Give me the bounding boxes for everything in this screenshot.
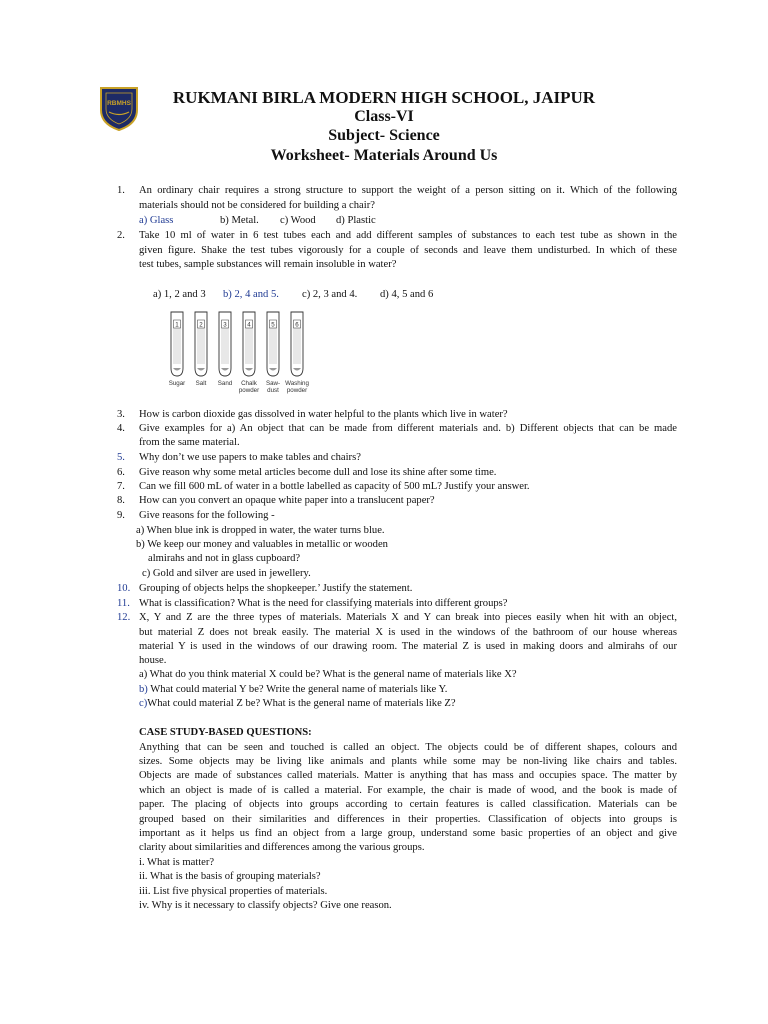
q8-text: How can you convert an opaque white paper into a translucent paper? [139,495,435,506]
q1-text-line2: materials should not be considered for building a chair? [139,200,375,211]
test-tube-2 [195,312,207,387]
q12-part-c-text: What could material Z be? What is the general name of materials like Z? [147,698,456,709]
case-study-para-line8: clarity about similarities and differences among the various groups. [139,842,425,853]
q1-number: 1. [117,185,125,196]
q4-text-line2: from the same material. [139,437,240,448]
case-study-para-line2: sizes. Some objects may be living like animals and plants while some may be non-living like chairs and tables. [139,756,677,767]
tube-number-6: 6 [295,321,299,329]
q2-text-line3: test tubes, sample substances will remain insoluble in water? [139,259,397,270]
q2-text-line1: Take 10 ml of water in 6 test tubes each and add different samples of substances to each test tube as shown in the [139,230,677,241]
q9-part-b-line2: almirahs and not in glass cupboard? [148,553,301,564]
worksheet-title: Worksheet- Materials Around Us [270,147,498,164]
q12-text-line3: material Y is used in the windows of our drawing room. The material Z is used in making doors and almirahs of our [139,641,677,652]
q4-text-line1: Give examples for a) An object that can be made from different materials and. b) Different objects that can be made [139,423,677,434]
case-study-heading: CASE STUDY-BASED QUESTIONS: [139,727,312,738]
q7-text: Can we fill 600 mL of water in a bottle labelled as capacity of 500 mL? Justify your answer. [139,481,530,492]
q12-part-c-prefix: c) [139,698,148,709]
case-study-question-iv: iv. Why is it necessary to classify objects? Give one reason. [139,900,392,911]
test-tube-6 [285,312,309,394]
tube-number-4: 4 [247,321,251,329]
test-tube-1 [169,312,186,387]
q2-option-d: d) 4, 5 and 6 [380,289,434,300]
q2-number: 2. [117,230,125,241]
q12-part-b-prefix: b) [139,684,148,695]
q5-text: Why don’t we use papers to make tables and chairs? [139,452,361,463]
q3-text: How is carbon dioxide gas dissolved in water helpful to the plants which live in water? [139,409,508,420]
q12-part-a: a) What do you think material X could be? What is the general name of materials like X? [139,669,517,680]
tube-number-5: 5 [271,321,275,329]
tube-label-saw-1: Saw- [265,380,281,387]
tube-label-washing-2: powder [286,387,308,394]
q10-number: 10. [117,583,131,594]
test-tube-3 [218,312,233,387]
case-study-para-line1: Anything that can be seen and touched is called an object. The objects could be of different shapes, colours and [139,742,677,753]
q12-text-line2: but material Z does not break easily. The material X is used in the windows of the bathroom of our house whereas [139,627,677,638]
q9-text: Give reasons for the following - [139,510,275,521]
q12-text-line4: house. [139,655,167,666]
case-study-question-iii: iii. List five physical properties of materials. [139,886,328,897]
q2-text-line2: given figure. Shake the test tubes vigorously for a couple of seconds and leave them undisturbed. In which of these [139,245,677,256]
q12-number: 12. [117,612,131,623]
case-study-para-line3: Objects are made of substances called materials. Matter is anything that has mass and occupies space. The matter by [139,770,677,781]
q9-number: 9. [117,510,125,521]
q4-number: 4. [117,423,125,434]
q3-number: 3. [117,409,125,420]
tube-label-sugar: Sugar [168,380,186,387]
case-study-para-line7: important as it helps us find an object from a large group, understand some basic properties of an object and give [139,828,677,839]
tube-label-saw-2: dust [267,387,279,394]
q9-part-c: c) Gold and silver are used in jewellery. [142,568,311,579]
tube-label-chalk-2: powder [238,387,260,394]
tube-label-sand: Sand [217,380,233,387]
q12-part-b [139,683,447,696]
q1-option-c: c) Wood [280,215,316,226]
q8-number: 8. [117,495,125,506]
subject-label: Subject- Science [328,127,440,144]
class-label: Class-VI [354,108,414,125]
q6-text: Give reason why some metal articles become dull and lose its shine after some time. [139,467,497,478]
q1-option-a: a) Glass [139,215,174,226]
q1-option-b: b) Metal. [220,215,259,226]
school-name: RUKMANI BIRLA MODERN HIGH SCHOOL, JAIPUR [172,88,596,107]
q11-number: 11. [117,598,130,609]
q2-option-a: a) 1, 2 and 3 [153,289,206,300]
q9-part-b-line1: b) We keep our money and valuables in metallic or wooden [136,539,388,550]
q7-number: 7. [117,481,125,492]
q11-text: What is classification? What is the need for classifying materials into different groups? [139,598,508,609]
tube-label-washing-1: Washing [285,380,309,387]
test-tube-5 [266,312,280,394]
q12-part-b-text: What could material Y be? Write the general name of materials like Y. [147,684,448,695]
case-study-para-line5: paper. The placing of objects into groups according to certain features is called classification. Materials can be [139,799,677,810]
case-study-question-i: i. What is matter? [139,857,215,868]
case-study-question-ii: ii. What is the basis of grouping materials? [139,871,321,882]
q12-text-line1: X, Y and Z are the three types of materials. Materials X and Y can break into pieces easily when hit with an object, [139,612,677,623]
tube-number-1: 1 [175,321,179,329]
tube-label-salt: Salt [195,380,207,387]
q2-option-b: b) 2, 4 and 5. [223,289,279,300]
q2-option-c: c) 2, 3 and 4. [302,289,358,300]
case-study-para-line6: grouped based on their similarities and differences in their properties. Classification of objects into groups is [139,814,677,825]
q9-part-a: a) When blue ink is dropped in water, the water turns blue. [136,525,385,536]
tube-number-3: 3 [223,321,227,329]
q1-text-line1: An ordinary chair requires a strong structure to support the weight of a person sitting on it. Which of the following [139,185,677,196]
test-tubes-figure [164,310,316,400]
case-study-para-line4: which an object is made of is called a material. For example, the chair is made of wood, and the book is made of [139,785,677,796]
q5-number: 5. [117,452,125,463]
logo-lettering: RBMHS [107,100,131,107]
tube-number-2: 2 [199,321,203,329]
q12-part-c [139,697,456,710]
q10-text: Grouping of objects helps the shopkeeper.’ Justify the statement. [139,583,413,594]
test-tube-4 [239,312,259,394]
tube-label-chalk-1: Chalk [241,380,257,387]
q1-option-d: d) Plastic [336,215,376,226]
q6-number: 6. [117,467,125,478]
